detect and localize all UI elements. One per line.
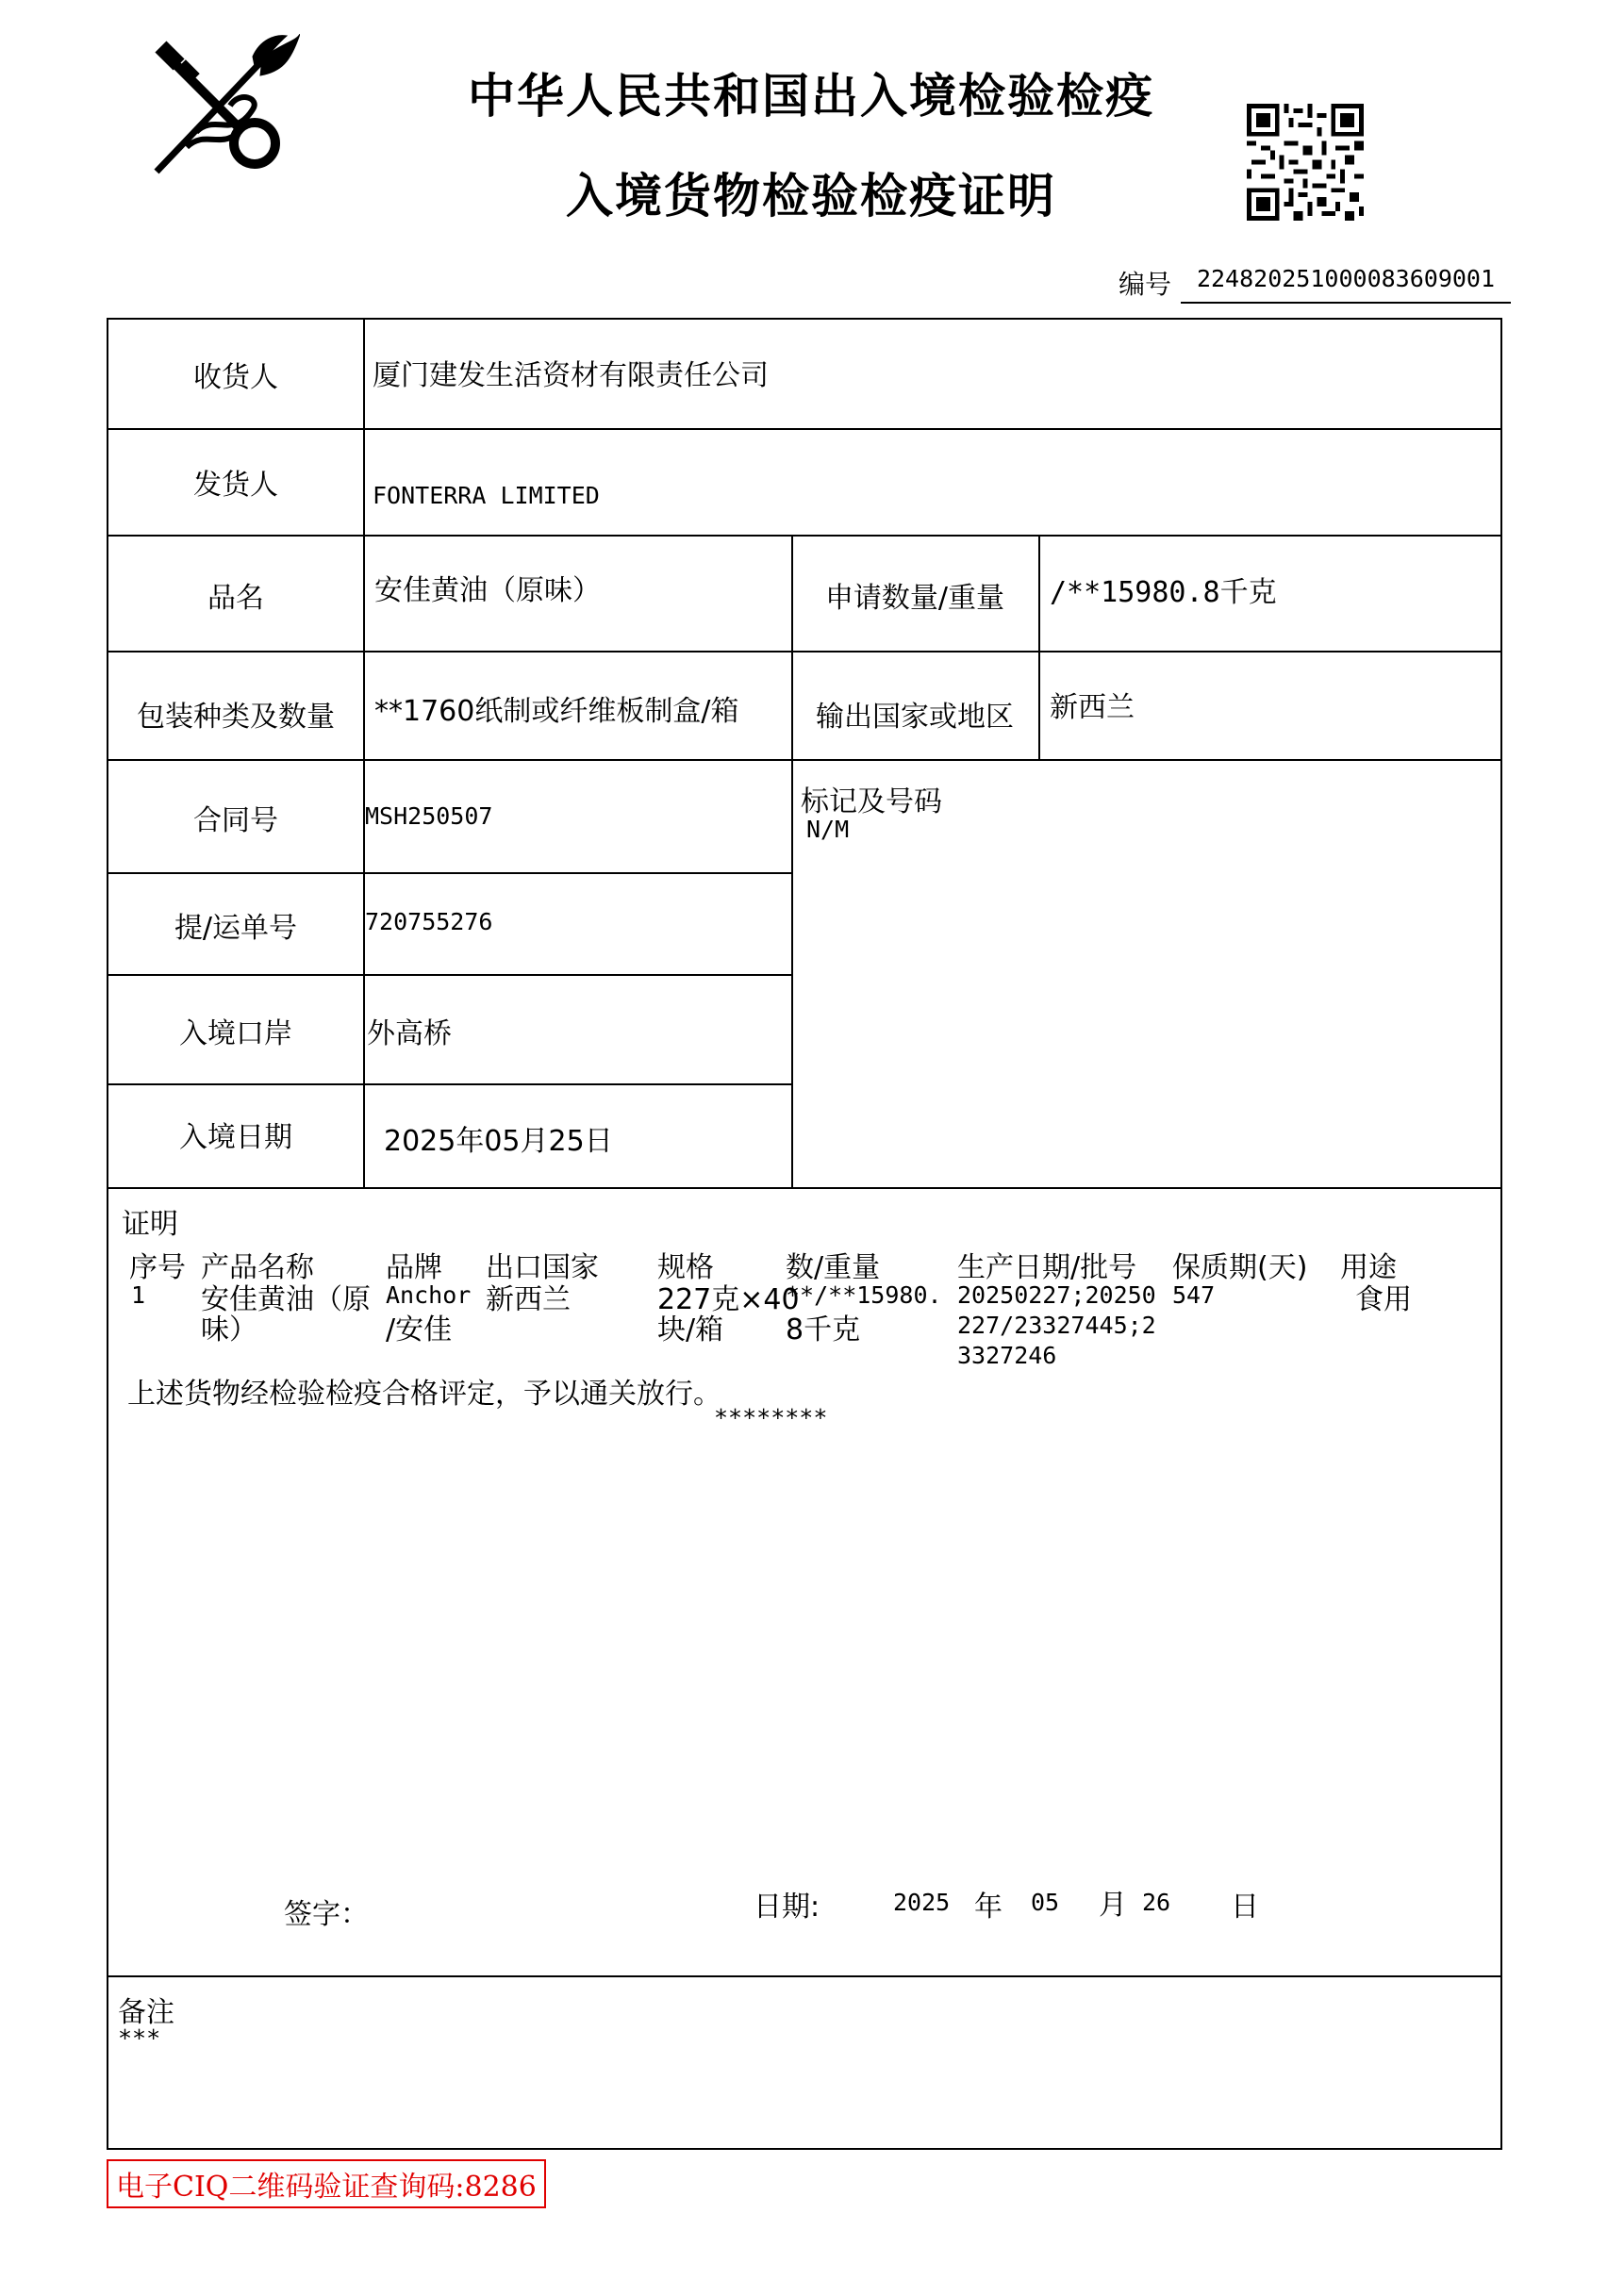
row-brand-line2: /安佳 [386,1313,453,1346]
contract-label: 合同号 [193,804,278,837]
row-name-line2: 味） [201,1313,257,1346]
col-brand: 品牌 [386,1251,442,1284]
stars: ******** [714,1404,828,1431]
remarks-value: *** [118,2024,161,2052]
document-title: 中华人民共和国出入境检验检疫 [468,69,1154,124]
qr-code-icon [1247,104,1364,221]
col-name: 产品名称 [201,1251,314,1284]
row-qty-line2: 8千克 [786,1313,861,1346]
quantity-value: /**15980.8千克 [1050,576,1277,609]
statement: 上述货物经检验检疫合格评定，予以通关放行。 [127,1378,721,1411]
marks-value: N/M [806,816,850,843]
sign-year: 2025 [893,1889,951,1916]
col-seq: 序号 [129,1251,186,1284]
contract-value: MSH250507 [365,802,493,830]
sign-day: 26 [1142,1889,1171,1916]
sign-month-unit: 月 [1099,1889,1127,1922]
quantity-label: 申请数量/重量 [824,582,1005,615]
col-use: 用途 [1340,1251,1397,1284]
ciq-emblem-logo [149,34,300,175]
entry-date-label: 入境日期 [179,1121,292,1154]
cert-no-label: 编号 [1119,269,1172,300]
sign-date-label: 日期: [754,1891,820,1924]
row-spec-line2: 块/箱 [657,1313,724,1346]
document-subtitle: 入境货物检验检疫证明 [566,169,1056,223]
sign-day-unit: 日 [1231,1891,1259,1924]
col-shelf: 保质期(天) [1172,1251,1308,1284]
certificate-form [107,318,1502,2150]
row-lot-line2: 227/23327445;2 [957,1312,1156,1339]
col-lot: 生产日期/批号 [957,1251,1137,1284]
consignee-label: 收货人 [193,361,278,394]
sign-month: 05 [1031,1889,1060,1916]
consignor-value: FONTERRA LIMITED [373,482,600,509]
entry-date-value: 2025年05月25日 [384,1125,613,1158]
port-value: 外高桥 [367,1017,452,1050]
verify-code-box: 电子CIQ二维码验证查询码:8286 [107,2159,546,2208]
col-qty: 数/重量 [786,1251,881,1284]
remarks-label: 备注 [118,1996,174,2029]
certificate-label: 证明 [122,1208,178,1241]
row-country: 新西兰 [486,1283,571,1316]
row-name-line1: 安佳黄油（原 [201,1283,371,1316]
sign-label: 签字： [284,1898,369,1931]
origin-label: 输出国家或地区 [816,701,1014,734]
product-label: 品名 [207,582,264,615]
row-lot-line3: 3327246 [957,1342,1057,1369]
bill-label: 提/运单号 [174,912,298,945]
port-label: 入境口岸 [179,1017,292,1050]
marks-label: 标记及号码 [801,785,942,818]
col-country: 出口国家 [486,1251,599,1284]
consignee-value: 厦门建发生活资材有限责任公司 [373,359,769,392]
row-spec-line1: 227克×40 [657,1283,800,1316]
bill-value: 720755276 [365,908,493,935]
origin-value: 新西兰 [1050,691,1135,724]
row-qty-line1: **/**15980. [786,1281,942,1309]
col-spec: 规格 [657,1251,714,1284]
consignor-label: 发货人 [193,469,278,502]
row-use: 食用 [1355,1283,1412,1316]
sign-year-unit: 年 [974,1891,1003,1924]
row-brand-line1: Anchor [386,1281,472,1309]
packing-label: 包装种类及数量 [137,701,335,734]
row-shelf: 547 [1172,1281,1216,1309]
cert-no-value: 224820251000083609001 [1181,260,1511,304]
product-value: 安佳黄油（原味） [374,574,601,607]
row-seq: 1 [131,1281,146,1309]
row-lot-line1: 20250227;20250 [957,1281,1156,1309]
packing-value: **1760纸制或纤维板制盒/箱 [374,695,739,728]
